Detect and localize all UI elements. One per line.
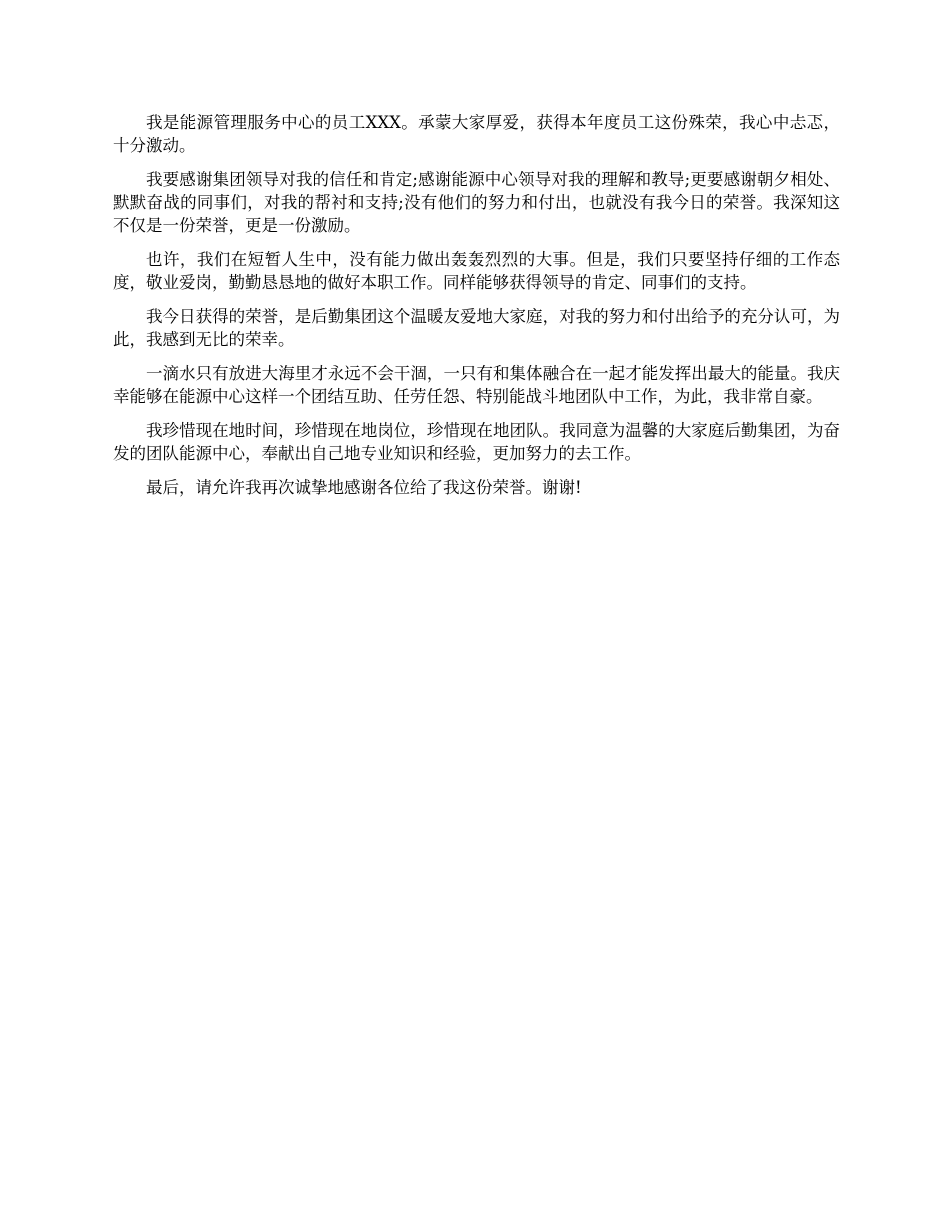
paragraph-4: 我今日获得的荣誉，是后勤集团这个温暖友爱地大家庭，对我的努力和付出给予的充分认可，为此，我感到无比的荣幸。 [113, 307, 840, 349]
document-body [113, 111, 840, 510]
paragraph-1: 我是能源管理服务中心的员工XXX。承蒙大家厚爱，获得本年度员工这份殊荣，我心中忐忑，十分激动。 [113, 113, 840, 155]
paragraph-6: 我珍惜现在地时间，珍惜现在地岗位，珍惜现在地团队。我同意为温馨的大家庭后勤集团，为奋发的团队能源中心，奉献出自己地专业知识和经验，更加努力的去工作。 [113, 421, 840, 463]
paragraph-7: 最后，请允许我再次诚挚地感谢各位给了我这份荣誉。谢谢! [146, 478, 582, 497]
paragraph-2: 我要感谢集团领导对我的信任和肯定;感谢能源中心领导对我的理解和教导;更要感谢朝夕相处、默默奋战的同事们，对我的帮衬和支持;没有他们的努力和付出，也就没有我今日的荣誉。我深知这不仅是一份荣誉，更是一份激励。 [113, 170, 840, 235]
paragraph-5: 一滴水只有放进大海里才永远不会干涸，一只有和集体融合在一起才能发挥出最大的能量。我庆幸能够在能源中心这样一个团结互助、任劳任怨、特别能战斗地团队中工作，为此，我非常自豪。 [113, 364, 840, 406]
paragraph-3: 也许，我们在短暂人生中，没有能力做出轰轰烈烈的大事。但是，我们只要坚持仔细的工作态度，敬业爱岗，勤勤恳恳地的做好本职工作。同样能够获得领导的肯定、同事们的支持。 [113, 250, 840, 292]
